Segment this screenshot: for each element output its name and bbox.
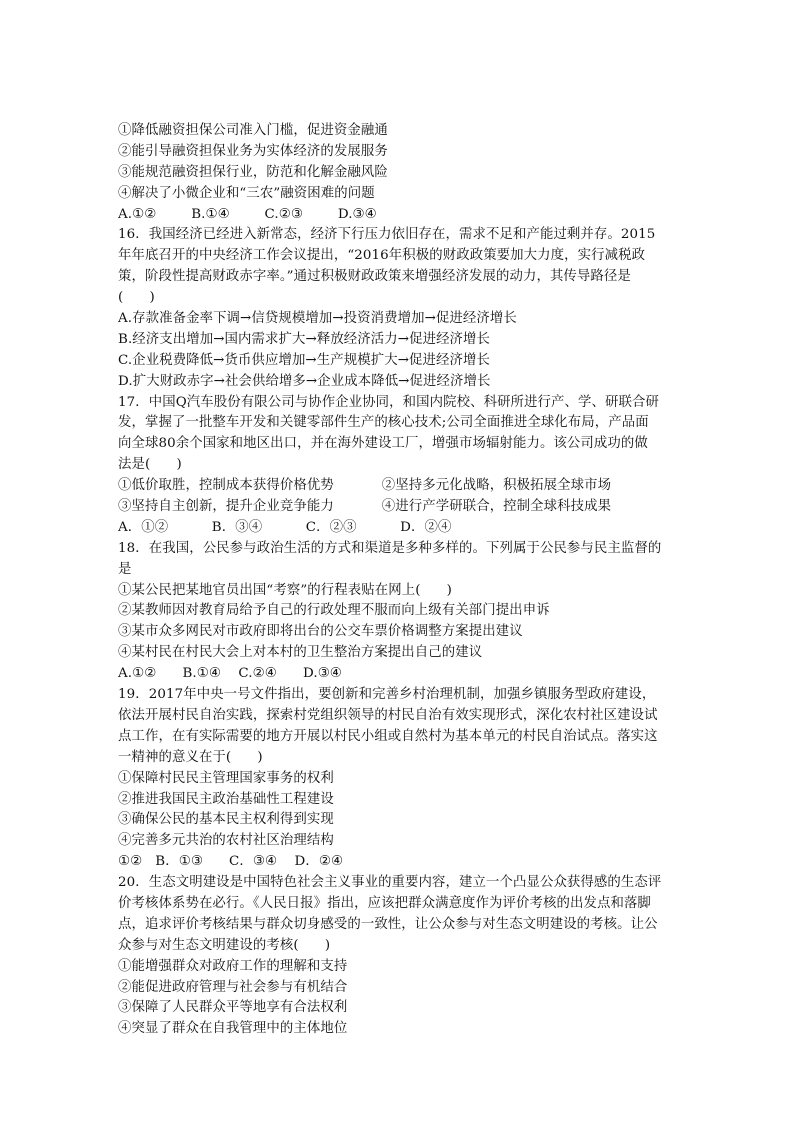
q17-items-row-2: ③坚持自主创新，提升企业竞争能力 ④进行产学研联合，控制全球科技成果: [118, 499, 612, 515]
question-17: [118, 393, 678, 539]
q17-stem-line-3: 向全球80余个国家和地区出口，并在海外建设工厂，增强市场辐射能力。该公司成功的做: [118, 436, 648, 452]
q16-stem-line-2: 年年底召开的中央经济工作会议提出，“2016年积极的财政政策要加大力度，实行减税政: [118, 248, 646, 264]
q18-stem-line-1: 18．在我国，公民参与政治生活的方式和渠道是多种多样的。下列属于公民参与民主监督的: [118, 540, 662, 556]
q19-item-1: ①保障村民民主管理国家事务的权利: [118, 770, 334, 786]
q18-item-4: ④某村民在村民大会上对本村的卫生整治方案提出自己的建议: [118, 645, 483, 661]
q18-stem-line-2: 是: [118, 561, 132, 577]
q18-options: A.①② B.①④ C.②④ D.③④: [118, 666, 342, 682]
q16-option-c: C.企业税费降低→货币供应增加→生产规模扩大→促进经济增长: [118, 352, 490, 368]
q20-stem-line-2: 价考核体系势在必行。《人民日报》指出，应该把群众满意度作为评价考核的出发点和落脚: [118, 895, 651, 911]
q18-item-2: ②某教师因对教育局给予自己的行政处理不服而向上级有关部门提出申诉: [118, 603, 550, 619]
q17-items-row-1: ①低价取胜，控制成本获得价格优势 ②坚持多元化战略，积极拓展全球市场: [118, 478, 612, 494]
q17-options: A．①② B．③④ C．②③ D．②④: [118, 519, 452, 535]
q19-item-3: ③确保公民的基本民主权利得到实现: [118, 812, 334, 828]
q20-item-1: ①能增强群众对政府工作的理解和支持: [118, 958, 348, 974]
question-15: [118, 121, 678, 225]
q15-item-1: ①降低融资担保公司准入门槛，促进资金融通: [118, 123, 388, 138]
q19-stem-line-4: 一精神的意义在于( ): [118, 749, 263, 765]
q20-stem-line-1: 20．生态文明建设是中国特色社会主义事业的重要内容，建立一个凸显公众获得感的生态评: [118, 875, 662, 891]
q16-stem-line-4: ( ): [118, 290, 155, 306]
q19-stem-line-2: 依法开展村民自治实践，探索村党组织领导的村民自治有效实现形式，深化农村社区建设试: [118, 707, 658, 723]
q18-item-3: ③某市众多网民对市政府即将出台的公交车票价格调整方案提出建议: [118, 624, 523, 640]
q20-stem-line-3: 点，追求评价考核结果与群众切身感受的一致性，让公众参与对生态文明建设的考核。让公: [118, 916, 658, 932]
question-16: [118, 225, 678, 392]
q18-item-1: ①某公民把某地官员出国“考察”的行程表贴在网上( ): [118, 582, 452, 598]
question-19: [118, 685, 678, 873]
question-18: [118, 539, 678, 685]
q16-stem-line-3: 策，阶段性提高财政赤字率。”通过积极财政政策来增强经济发展的动力，其传导路径是: [118, 269, 631, 285]
q20-item-3: ③保障了人民群众平等地享有合法权利: [118, 1000, 348, 1016]
q19-item-4: ④完善多元共治的农村社区治理结构: [118, 833, 334, 849]
q17-stem-line-2: 发，掌握了一批整车开发和关键零部件生产的核心技术;公司全面推进全球化布局，产品面: [118, 415, 649, 431]
q20-stem-line-4: 众参与对生态文明建设的考核( ): [118, 937, 331, 953]
question-20: [118, 873, 678, 1040]
q17-stem-line-4: 法是( ): [118, 457, 182, 473]
q15-item-2: ②能引导融资担保业务为实体经济的发展服务: [118, 143, 388, 159]
q19-item-2: ②推进我国民主政治基础性工程建设: [118, 791, 334, 807]
q15-item-4: ④解决了小微企业和“三农”融资困难的问题: [118, 185, 375, 201]
q16-option-a: A.存款准备金率下调→信贷规模增加→投资消费增加→促进经济增长: [118, 311, 517, 327]
q16-option-d: D.扩大财政赤字→社会供给增多→企业成本降低→促进经济增长: [118, 373, 491, 389]
q20-item-2: ②能促进政府管理与社会参与有机结合: [118, 979, 348, 995]
q20-item-4: ④突显了群众在自我管理中的主体地位: [118, 1021, 348, 1037]
q15-options: A.①② B.①④ C.②③ D.③④: [118, 206, 377, 222]
q16-option-b: B.经济支出增加→国内需求扩大→释放经济活力→促进经济增长: [118, 331, 491, 347]
q17-stem-line-1: 17．中国Q汽车股份有限公司与协作企业协同，和国内院校、科研所进行产、学、研联合研: [118, 394, 659, 410]
q19-stem-line-3: 点工作，在有实际需要的地方开展以村民小组或自然村为基本单元的村民自治试点。落实这: [118, 728, 658, 744]
q16-stem-line-1: 16．我国经济已经进入新常态，经济下行压力依旧存在，需求不足和产能过剩并存。2015: [118, 227, 656, 243]
exam-page: [118, 121, 678, 1040]
q15-item-3: ③能规范融资担保行业，防范和化解金融风险: [118, 164, 388, 180]
q19-options: ①② B．①③ C．③④ D．②④: [118, 854, 344, 870]
q19-stem-line-1: 19．2017年中央一号文件指出，要创新和完善乡村治理机制，加强乡镇服务型政府建设，: [118, 687, 656, 703]
